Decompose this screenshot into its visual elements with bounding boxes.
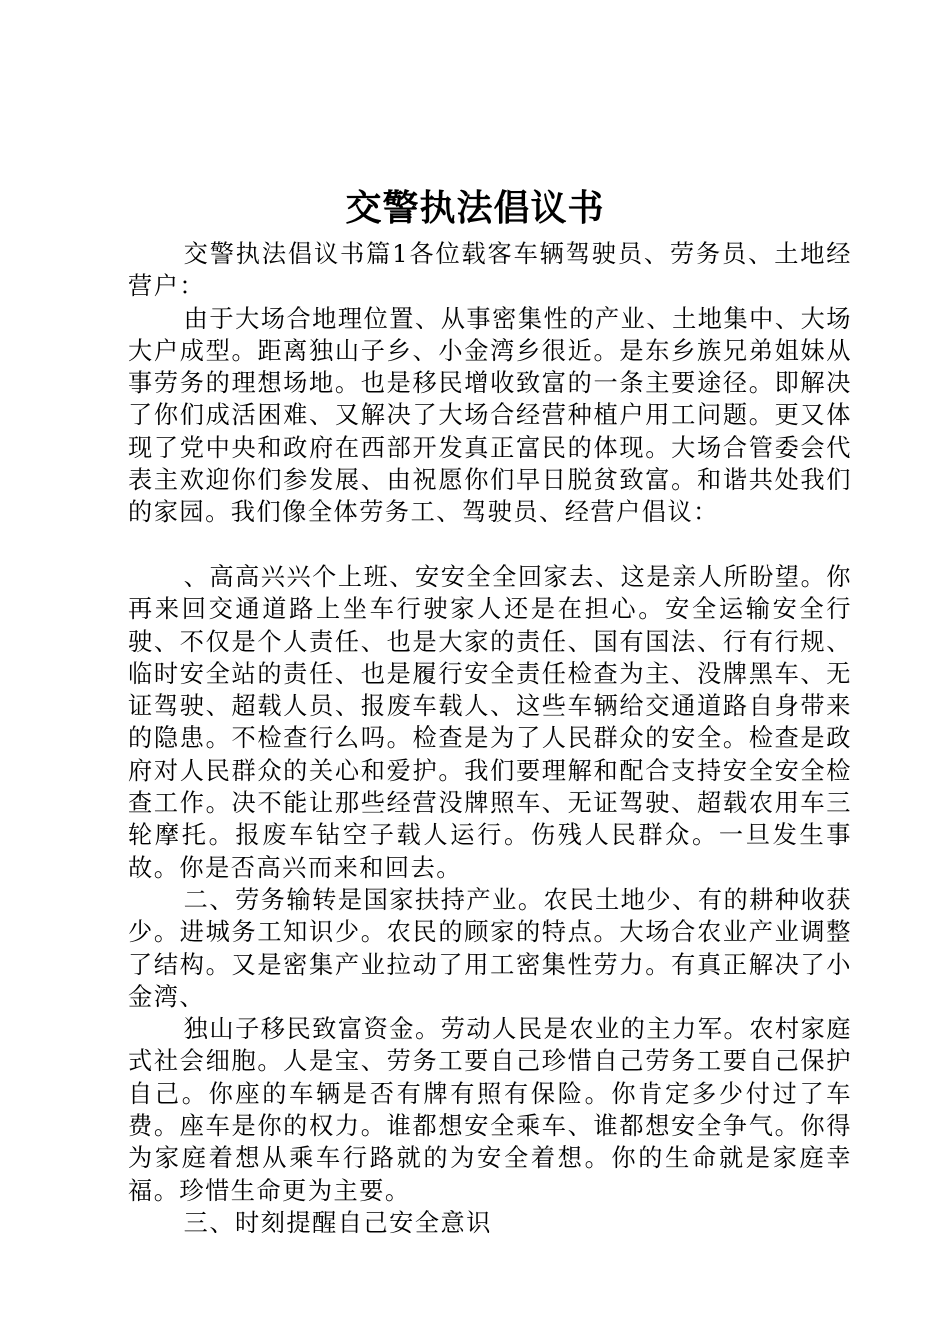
paragraph-point-1: 、高高兴兴个上班、安安全全回家去、这是亲人所盼望。你再来回交通道路上坐车行驶家人还是在担心。安全运输安全行驶、不仅是个人责任、也是大家的责任、国有国法、行有行规、临时安全站的责任、也是履行安全责任检查为主、没牌黑车、无证驾驶、超载人员、报废车载人、这些车辆给交通道路自身带来的隐患。不检查行么吗。检查是为了人民群众的安全。检查是政府对人民群众的关心和爱护。我们要理解和配合支持安全安全检查工作。决不能让那些经营没牌照车、无证驾驶、超载农用车三轮摩托。报废车钻空子载人运行。伤残人民群众。一旦发生事故。你是否高兴而来和回去。	[128, 562, 852, 882]
document-body	[128, 238, 852, 1239]
document-title: 交警执法倡议书	[345, 187, 605, 229]
paragraph-spacer	[128, 529, 852, 561]
paragraph-point-2-continued: 独山子移民致富资金。劳动人民是农业的主力军。农村家庭式社会细胞。人是宝、劳务工要自己珍惜自己劳务工要自己保护自己。你座的车辆是否有牌有照有保险。你肯定多少付过了车费。座车是你的权力。谁都想安全乘车、谁都想安全争气。你得为家庭着想从乘车行路就的为安全着想。你的生命就是家庭幸福。珍惜生命更为主要。	[128, 1015, 852, 1205]
paragraph-point-2: 二、劳务输转是国家扶持产业。农民土地少、有的耕种收获少。进城务工知识少。农民的顾家的特点。大场合农业产业调整了结构。又是密集产业拉动了用工密集性劳力。有真正解决了小金湾、	[128, 885, 852, 1011]
paragraph-intro: 由于大场合地理位置、从事密集性的产业、土地集中、大场大户成型。距离独山子乡、小金湾乡很近。是东乡族兄弟姐妹从事劳务的理想场地。也是移民增收致富的一条主要途径。即解决了你们成活困难、又解决了大场合经营种植户用工问题。更又体现了党中央和政府在西部开发真正富民的体现。大场合管委会代表主欢迎你们参发展、由祝愿你们早日脱贫致富。和谐共处我们的家园。我们像全体劳务工、驾驶员、经营户倡议：	[128, 304, 852, 527]
paragraph-greeting: 交警执法倡议书篇1各位载客车辆驾驶员、劳务员、土地经营户：	[128, 240, 852, 301]
paragraph-point-3: 三、时刻提醒自己安全意识	[183, 1208, 492, 1237]
